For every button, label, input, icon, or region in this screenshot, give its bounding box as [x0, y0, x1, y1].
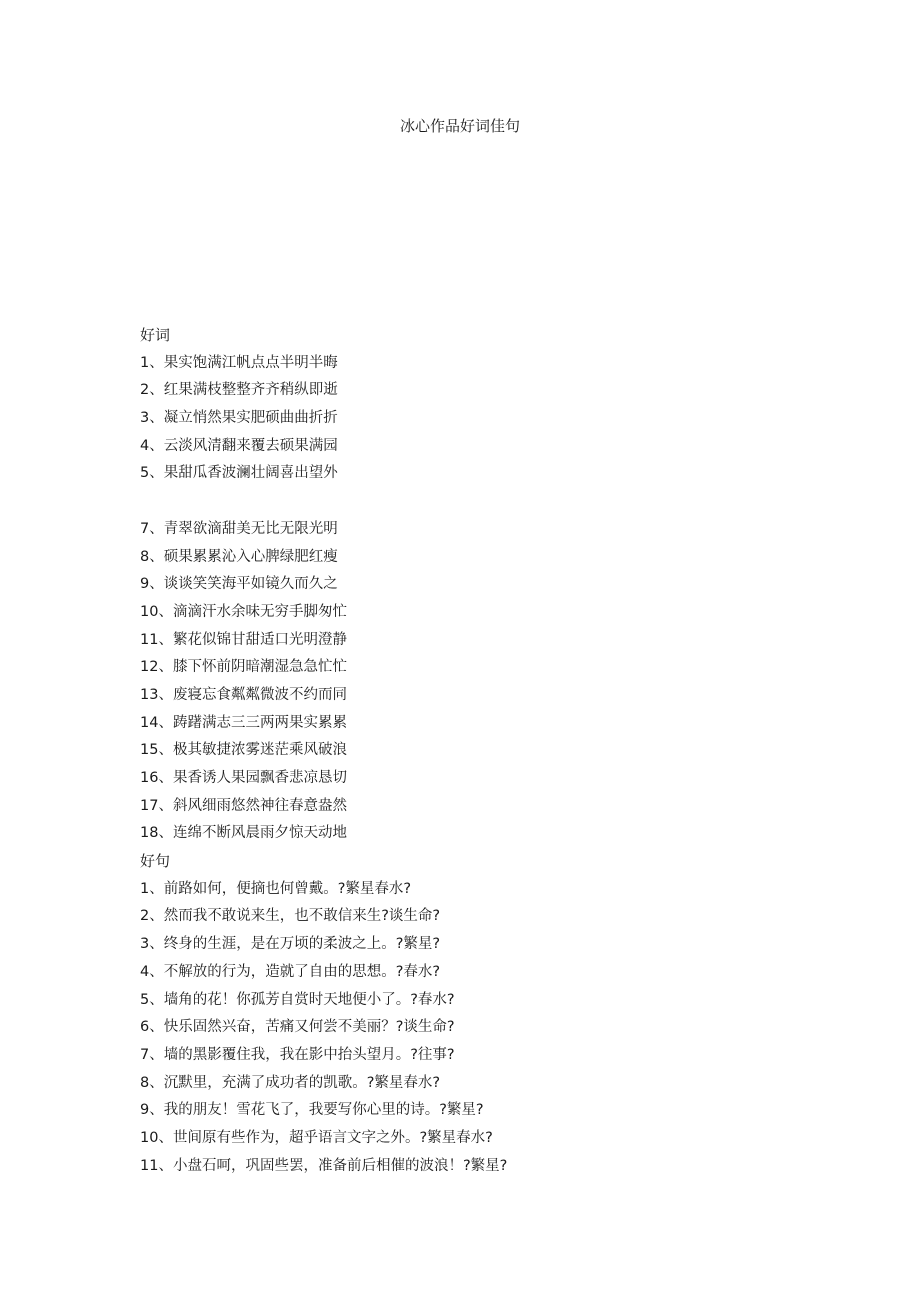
document-body: [140, 322, 840, 1180]
sentence-line: 4、不解放的行为，造就了自由的思想。?春水?: [140, 963, 441, 980]
sentence-line: 6、快乐固然兴奋，苦痛又何尝不美丽？?谈生命?: [140, 1019, 455, 1036]
word-line: 1、果实饱满江帆点点半明半晦: [140, 354, 338, 371]
word-line: 10、滴滴汗水余味无穷手脚匆忙: [140, 603, 347, 620]
word-line: 7、青翠欲滴甜美无比无限光明: [140, 520, 338, 537]
word-line: 16、果香诱人果园飘香悲凉恳切: [140, 770, 347, 786]
sentence-line: 7、墙的黑影覆住我，我在影中抬头望月。?往事?: [140, 1046, 455, 1063]
word-line: 2、红果满枝整整齐齐稍纵即逝: [140, 382, 338, 399]
sentence-line: 1、前路如何，便摘也何曾戴。?繁星春水?: [140, 880, 412, 897]
sentence-line: 8、沉默里，充满了成功者的凯歌。?繁星春水?: [140, 1074, 441, 1091]
sentence-line: 2、然而我不敢说来生，也不敢信来生?谈生命?: [140, 908, 441, 925]
word-line: 17、斜风细雨悠然神往春意盎然: [140, 797, 347, 814]
sentence-line: 3、终身的生涯，是在万顷的柔波之上。?繁星?: [140, 936, 441, 953]
word-line: 12、膝下怀前阴暗潮湿急急忙忙: [140, 659, 347, 676]
sentence-line: 5、墙角的花！你孤芳自赏时天地便小了。?春水?: [140, 991, 455, 1008]
word-line: 13、废寝忘食粼粼微波不约而同: [140, 686, 347, 703]
sentence-line: 10、世间原有些作为，超乎语言文字之外。?繁星春水?: [140, 1129, 493, 1146]
words-heading: 好词: [140, 326, 171, 344]
word-line: 14、踌躇满志三三两两果实累累: [140, 714, 347, 731]
word-line: 4、云淡风清翻来覆去硕果满园: [140, 437, 338, 454]
sentence-line: 9、我的朋友！雪花飞了，我要写你心里的诗。?繁星?: [140, 1102, 484, 1119]
word-line: 5、果甜瓜香波澜壮阔喜出望外: [140, 465, 338, 482]
document-title: 冰心作品好词佳句: [399, 117, 520, 135]
sentence-line: 11、小盘石呵，巩固些罢，准备前后相催的波浪！?繁星?: [140, 1157, 508, 1174]
word-line: 8、硕果累累沁入心脾绿肥红瘦: [140, 548, 338, 565]
word-line: 18、连绵不断风晨雨夕惊天动地: [140, 825, 347, 842]
word-line: 3、凝立悄然果实肥硕曲曲折折: [140, 410, 338, 427]
word-line: 9、谈谈笑笑海平如镜久而久之: [140, 576, 338, 593]
word-line: 15、极其敏捷浓雾迷茫乘风破浪: [140, 742, 347, 759]
blank-line: [140, 488, 840, 516]
sentences-heading: 好句: [140, 852, 171, 871]
word-line: 11、繁花似锦甘甜适口光明澄静: [140, 631, 347, 648]
